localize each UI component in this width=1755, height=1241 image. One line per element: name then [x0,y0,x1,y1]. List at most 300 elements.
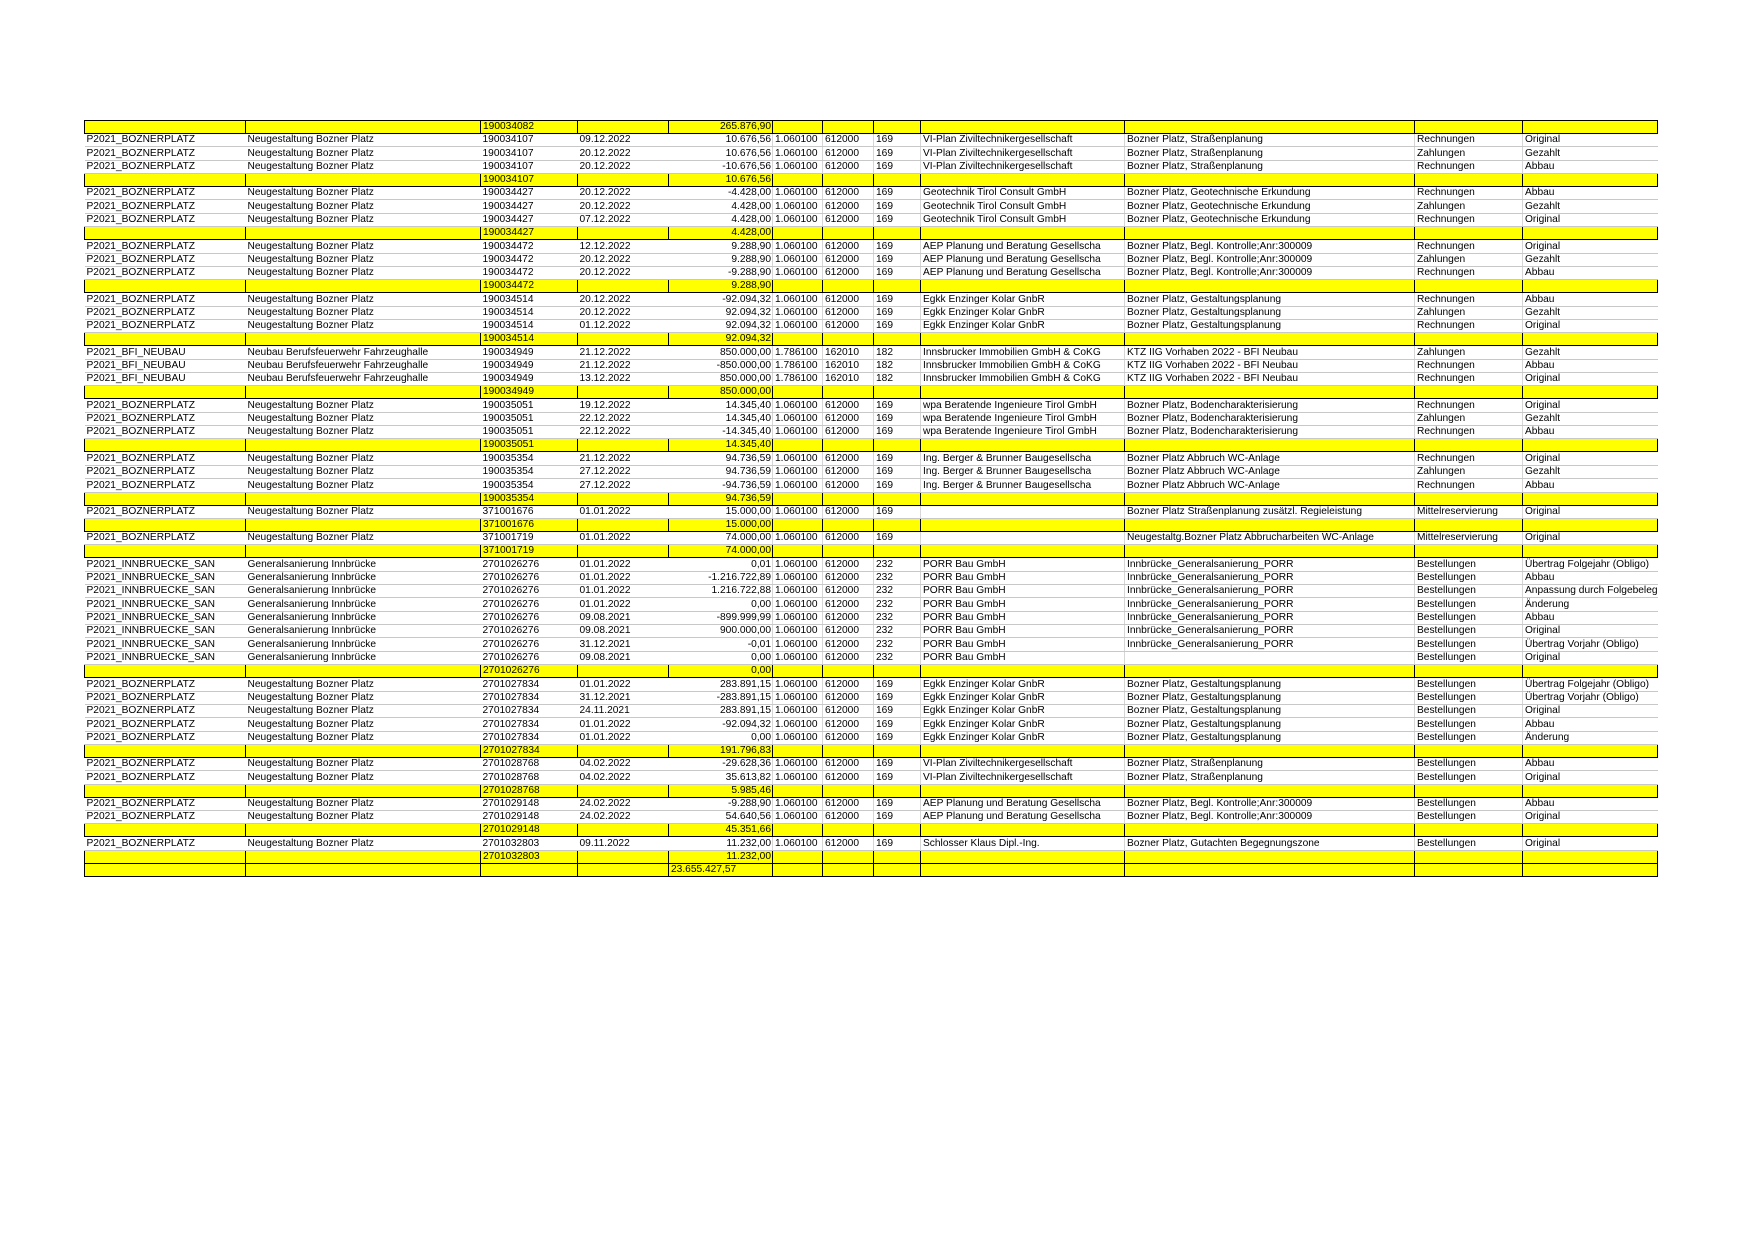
document-number-cell: 2701026276 [481,584,578,597]
cost-center-cell: 612000 [823,293,874,306]
document-type-cell: Bestellungen [1415,731,1523,744]
empty-cell [1523,518,1658,531]
description-cell: Generalsanierung Innbrücke [246,651,481,664]
subtotal-amount: 10.676,56 [669,174,773,187]
cost-center-cell: 612000 [823,200,874,213]
item-text-cell: Bozner Platz, Begl. Kontrolle;Anr:300009 [1125,797,1415,810]
status-cell: Abbau [1523,611,1658,624]
status-cell: Original [1523,531,1658,544]
account-cell: 1.060100 [773,200,823,213]
code-cell: 182 [874,346,921,359]
subtotal-row [85,518,1658,531]
description-cell: Neubau Berufsfeuerwehr Fahrzeughalle [246,359,481,372]
empty-cell [85,863,246,876]
empty-cell [246,518,481,531]
document-number-cell: 190035354 [481,479,578,492]
empty-cell [823,227,874,240]
document-type-cell: Rechnungen [1415,359,1523,372]
item-text-cell: Innbrücke_Generalsanierung_PORR [1125,571,1415,584]
item-text-cell: Bozner Platz Abbruch WC-Anlage [1125,452,1415,465]
cost-center-cell: 612000 [823,757,874,770]
vendor-cell: PORR Bau GmbH [921,625,1125,638]
empty-cell [921,545,1125,558]
vendor-cell: PORR Bau GmbH [921,611,1125,624]
cost-center-cell: 612000 [823,266,874,279]
empty-cell [874,386,921,399]
amount-cell: 9.288,90 [669,240,773,253]
empty-cell [85,744,246,757]
description-cell: Neugestaltung Bozner Platz [246,240,481,253]
item-text-cell: Bozner Platz, Straßenplanung [1125,134,1415,147]
vendor-cell: wpa Beratende Ingenieure Tirol GmbH [921,399,1125,412]
vendor-cell: Egkk Enzinger Kolar GnbR [921,293,1125,306]
amount-cell: 900.000,00 [669,625,773,638]
account-cell: 1.060100 [773,757,823,770]
document-type-cell: Rechnungen [1415,187,1523,200]
empty-cell [1415,121,1523,134]
item-text-cell: Bozner Platz, Gestaltungsplanung [1125,718,1415,731]
item-text-cell: Bozner Platz, Straßenplanung [1125,160,1415,173]
amount-cell: -9.288,90 [669,266,773,279]
date-cell: 01.01.2022 [578,571,669,584]
amount-cell: 11.232,00 [669,837,773,850]
empty-cell [1415,744,1523,757]
subtotal-document-cell: 2701026276 [481,665,578,678]
item-text-cell: Innbrücke_Generalsanierung_PORR [1125,625,1415,638]
table-row [85,147,1658,160]
amount-cell: 1.216.722,88 [669,584,773,597]
empty-cell [823,863,874,876]
status-cell: Gezahlt [1523,412,1658,425]
item-text-cell: Bozner Platz, Straßenplanung [1125,757,1415,770]
account-cell: 1.060100 [773,426,823,439]
empty-cell [773,492,823,505]
document-number-cell: 2701026276 [481,638,578,651]
project-cell: P2021_BOZNERPLATZ [85,134,246,147]
subtotal-amount: 45.351,66 [669,824,773,837]
account-cell: 1.060100 [773,771,823,784]
vendor-cell: Geotechnik Tirol Consult GmbH [921,213,1125,226]
description-cell: Generalsanierung Innbrücke [246,625,481,638]
empty-cell [921,863,1125,876]
description-cell: Generalsanierung Innbrücke [246,598,481,611]
empty-cell [773,863,823,876]
account-cell: 1.060100 [773,651,823,664]
table-row [85,811,1658,824]
project-cell: P2021_BOZNERPLATZ [85,531,246,544]
empty-cell [578,439,669,452]
empty-cell [874,227,921,240]
document-number-cell: 2701029148 [481,811,578,824]
table-row [85,412,1658,425]
subtotal-row [85,665,1658,678]
empty-cell [1125,280,1415,293]
cost-center-cell: 612000 [823,731,874,744]
empty-cell [823,545,874,558]
empty-cell [85,386,246,399]
empty-cell [773,545,823,558]
table-row [85,346,1658,359]
item-text-cell: Bozner Platz, Begl. Kontrolle;Anr:300009 [1125,811,1415,824]
vendor-cell: Innsbrucker Immobilien GmbH & CoKG [921,346,1125,359]
empty-cell [1523,280,1658,293]
item-text-cell: Bozner Platz, Begl. Kontrolle;Anr:300009 [1125,266,1415,279]
date-cell: 01.01.2022 [578,718,669,731]
vendor-cell: AEP Planung und Beratung Gesellscha [921,266,1125,279]
status-cell: Abbau [1523,718,1658,731]
status-cell: Original [1523,505,1658,518]
date-cell: 01.01.2022 [578,731,669,744]
empty-cell [246,492,481,505]
table-row [85,373,1658,386]
vendor-cell: Ing. Berger & Brunner Baugesellscha [921,479,1125,492]
cost-center-cell: 612000 [823,306,874,319]
subtotal-amount: 14.345,40 [669,439,773,452]
date-cell: 31.12.2021 [578,638,669,651]
document-type-cell: Bestellungen [1415,771,1523,784]
cost-center-cell: 612000 [823,837,874,850]
item-text-cell: Bozner Platz, Geotechnische Erkundung [1125,200,1415,213]
date-cell: 19.12.2022 [578,399,669,412]
empty-cell [578,333,669,346]
empty-cell [921,492,1125,505]
cost-center-cell: 612000 [823,611,874,624]
subtotal-amount: 5.985,46 [669,784,773,797]
empty-cell [773,280,823,293]
amount-cell: 283.891,15 [669,678,773,691]
item-text-cell: Bozner Platz, Gestaltungsplanung [1125,704,1415,717]
document-type-cell: Bestellungen [1415,797,1523,810]
document-number-cell: 371001676 [481,505,578,518]
cost-center-cell: 612000 [823,651,874,664]
date-cell: 09.12.2022 [578,134,669,147]
document-type-cell: Zahlungen [1415,465,1523,478]
vendor-cell: VI-Plan Ziviltechnikergesellschaft [921,771,1125,784]
account-cell: 1.060100 [773,718,823,731]
code-cell: 169 [874,771,921,784]
amount-cell: -94.736,59 [669,479,773,492]
amount-cell: 0,00 [669,598,773,611]
status-cell: Original [1523,452,1658,465]
item-text-cell: Bozner Platz Abbruch WC-Anlage [1125,479,1415,492]
document-type-cell: Rechnungen [1415,452,1523,465]
item-text-cell: KTZ IIG Vorhaben 2022 - BFI Neubau [1125,359,1415,372]
description-cell: Generalsanierung Innbrücke [246,571,481,584]
table-row [85,306,1658,319]
table-row [85,293,1658,306]
code-cell: 169 [874,187,921,200]
table-row [85,558,1658,571]
description-cell: Neugestaltung Bozner Platz [246,426,481,439]
document-type-cell: Bestellungen [1415,678,1523,691]
description-cell: Neugestaltung Bozner Platz [246,837,481,850]
amount-cell: -0,01 [669,638,773,651]
cost-center-cell: 612000 [823,771,874,784]
item-text-cell: Bozner Platz Straßenplanung zusätzl. Regieleistung [1125,505,1415,518]
project-cell: P2021_BFI_NEUBAU [85,346,246,359]
item-text-cell: Bozner Platz, Bodencharakterisierung [1125,426,1415,439]
date-cell: 20.12.2022 [578,187,669,200]
account-cell: 1.060100 [773,134,823,147]
document-number-cell: 2701027834 [481,731,578,744]
subtotal-row [85,333,1658,346]
description-cell: Generalsanierung Innbrücke [246,611,481,624]
vendor-cell: VI-Plan Ziviltechnikergesellschaft [921,757,1125,770]
code-cell: 232 [874,625,921,638]
account-cell: 1.060100 [773,412,823,425]
project-cell: P2021_BOZNERPLATZ [85,704,246,717]
code-cell: 169 [874,731,921,744]
empty-cell [1125,333,1415,346]
empty-cell [246,784,481,797]
document-number-cell: 190034427 [481,187,578,200]
date-cell: 13.12.2022 [578,373,669,386]
table-row [85,837,1658,850]
subtotal-row [85,784,1658,797]
empty-cell [1523,545,1658,558]
document-type-cell: Rechnungen [1415,426,1523,439]
project-cell: P2021_BOZNERPLATZ [85,200,246,213]
account-cell: 1.060100 [773,811,823,824]
description-cell: Neugestaltung Bozner Platz [246,266,481,279]
vendor-cell: VI-Plan Ziviltechnikergesellschaft [921,134,1125,147]
empty-cell [874,492,921,505]
status-cell: Übertrag Folgejahr (Obligo) [1523,558,1658,571]
date-cell: 21.12.2022 [578,346,669,359]
empty-cell [1523,439,1658,452]
amount-cell: 9.288,90 [669,253,773,266]
account-cell: 1.060100 [773,160,823,173]
status-cell: Original [1523,811,1658,824]
table-row [85,651,1658,664]
amount-cell: -92.094,32 [669,293,773,306]
table-row [85,691,1658,704]
empty-cell [85,439,246,452]
code-cell: 182 [874,373,921,386]
document-number-cell: 2701026276 [481,558,578,571]
table-row [85,200,1658,213]
amount-cell: -850.000,00 [669,359,773,372]
document-number-cell: 2701032803 [481,837,578,850]
empty-cell [85,121,246,134]
status-cell: Original [1523,625,1658,638]
cost-center-cell: 612000 [823,426,874,439]
cost-center-cell: 612000 [823,479,874,492]
code-cell: 232 [874,558,921,571]
project-cell: P2021_BFI_NEUBAU [85,373,246,386]
empty-cell [85,280,246,293]
vendor-cell: PORR Bau GmbH [921,651,1125,664]
document-number-cell: 190035051 [481,426,578,439]
empty-cell [85,174,246,187]
amount-cell: -899.999,99 [669,611,773,624]
status-cell: Original [1523,134,1658,147]
subtotal-row [85,824,1658,837]
empty-cell [246,863,481,876]
code-cell: 169 [874,200,921,213]
empty-cell [921,824,1125,837]
empty-cell [1125,439,1415,452]
table-row [85,253,1658,266]
vendor-cell: Egkk Enzinger Kolar GnbR [921,319,1125,332]
description-cell: Neugestaltung Bozner Platz [246,147,481,160]
account-cell: 1.060100 [773,253,823,266]
empty-cell [1125,492,1415,505]
document-type-cell: Bestellungen [1415,584,1523,597]
description-cell: Neugestaltung Bozner Platz [246,757,481,770]
vendor-cell: Egkk Enzinger Kolar GnbR [921,306,1125,319]
empty-cell [1125,121,1415,134]
status-cell: Original [1523,704,1658,717]
vendor-cell: Geotechnik Tirol Consult GmbH [921,187,1125,200]
project-cell: P2021_BOZNERPLATZ [85,160,246,173]
description-cell: Neugestaltung Bozner Platz [246,811,481,824]
document-type-cell: Bestellungen [1415,625,1523,638]
empty-cell [85,784,246,797]
table-row [85,465,1658,478]
date-cell: 20.12.2022 [578,200,669,213]
cost-center-cell: 612000 [823,571,874,584]
document-number-cell: 190034427 [481,213,578,226]
subtotal-row [85,439,1658,452]
empty-cell [85,545,246,558]
empty-cell [921,227,1125,240]
empty-cell [823,784,874,797]
document-type-cell: Rechnungen [1415,160,1523,173]
description-cell: Neugestaltung Bozner Platz [246,531,481,544]
cost-center-cell: 612000 [823,638,874,651]
empty-cell [246,824,481,837]
account-cell: 1.060100 [773,638,823,651]
code-cell: 182 [874,359,921,372]
table-row [85,531,1658,544]
item-text-cell: Bozner Platz, Bodencharakterisierung [1125,412,1415,425]
date-cell: 21.12.2022 [578,452,669,465]
project-cell: P2021_BOZNERPLATZ [85,731,246,744]
item-text-cell: Bozner Platz, Gestaltungsplanung [1125,293,1415,306]
cost-center-cell: 612000 [823,452,874,465]
account-cell: 1.060100 [773,797,823,810]
status-cell: Original [1523,240,1658,253]
table-row [85,797,1658,810]
document-type-cell: Bestellungen [1415,651,1523,664]
table-row [85,134,1658,147]
document-number-cell: 2701027834 [481,704,578,717]
document-number-cell: 190034472 [481,253,578,266]
code-cell: 169 [874,678,921,691]
document-type-cell: Zahlungen [1415,147,1523,160]
cost-center-cell: 612000 [823,691,874,704]
subtotal-row [85,227,1658,240]
vendor-cell: Egkk Enzinger Kolar GnbR [921,704,1125,717]
account-cell: 1.060100 [773,571,823,584]
date-cell: 09.08.2021 [578,611,669,624]
subtotal-row [85,121,1658,134]
vendor-cell: Schlosser Klaus Dipl.-Ing. [921,837,1125,850]
grand-total-row [85,863,1658,876]
vendor-cell [921,531,1125,544]
project-cell: P2021_BOZNERPLATZ [85,479,246,492]
description-cell: Neugestaltung Bozner Platz [246,187,481,200]
amount-cell: 14.345,40 [669,399,773,412]
document-type-cell: Zahlungen [1415,412,1523,425]
empty-cell [246,744,481,757]
status-cell: Abbau [1523,797,1658,810]
empty-cell [1415,280,1523,293]
amount-cell: 4.428,00 [669,200,773,213]
empty-cell [1523,333,1658,346]
date-cell: 22.12.2022 [578,412,669,425]
item-text-cell: Innbrücke_Generalsanierung_PORR [1125,611,1415,624]
date-cell: 22.12.2022 [578,426,669,439]
empty-cell [921,386,1125,399]
vendor-cell: AEP Planung und Beratung Gesellscha [921,811,1125,824]
table-row [85,598,1658,611]
empty-cell [1125,744,1415,757]
project-cell: P2021_BOZNERPLATZ [85,505,246,518]
project-cell: P2021_INNBRUECKE_SAN [85,638,246,651]
document-number-cell: 2701026276 [481,651,578,664]
vendor-cell: Geotechnik Tirol Consult GmbH [921,200,1125,213]
empty-cell [1125,227,1415,240]
status-cell: Abbau [1523,571,1658,584]
table-row [85,704,1658,717]
description-cell: Neubau Berufsfeuerwehr Fahrzeughalle [246,373,481,386]
code-cell: 232 [874,584,921,597]
account-cell: 1.060100 [773,479,823,492]
date-cell: 01.01.2022 [578,678,669,691]
document-type-cell: Bestellungen [1415,837,1523,850]
project-cell: P2021_BOZNERPLATZ [85,412,246,425]
table-row [85,187,1658,200]
empty-cell [246,121,481,134]
empty-cell [1415,863,1523,876]
cost-center-cell: 612000 [823,399,874,412]
subtotal-row [85,744,1658,757]
table-row [85,625,1658,638]
subtotal-row [85,174,1658,187]
empty-cell [921,174,1125,187]
project-cell: P2021_BOZNERPLATZ [85,266,246,279]
project-cell: P2021_BOZNERPLATZ [85,837,246,850]
empty-cell [578,280,669,293]
amount-cell: 94.736,59 [669,465,773,478]
project-cell: P2021_BOZNERPLATZ [85,426,246,439]
empty-cell [1523,744,1658,757]
document-type-cell: Rechnungen [1415,213,1523,226]
empty-cell [1125,665,1415,678]
code-cell: 232 [874,598,921,611]
subtotal-document-cell: 190034514 [481,333,578,346]
empty-cell [823,518,874,531]
code-cell: 232 [874,651,921,664]
project-cell: P2021_BOZNERPLATZ [85,253,246,266]
description-cell: Neugestaltung Bozner Platz [246,678,481,691]
amount-cell: -29.628,36 [669,757,773,770]
item-text-cell: KTZ IIG Vorhaben 2022 - BFI Neubau [1125,373,1415,386]
amount-cell: 0,00 [669,651,773,664]
empty-cell [874,744,921,757]
table-row [85,319,1658,332]
empty-cell [773,784,823,797]
project-cell: P2021_BOZNERPLATZ [85,306,246,319]
vendor-cell [921,505,1125,518]
account-cell: 1.060100 [773,306,823,319]
amount-cell: 14.345,40 [669,412,773,425]
date-cell: 20.12.2022 [578,160,669,173]
subtotal-amount: 74.000,00 [669,545,773,558]
empty-cell [1415,227,1523,240]
